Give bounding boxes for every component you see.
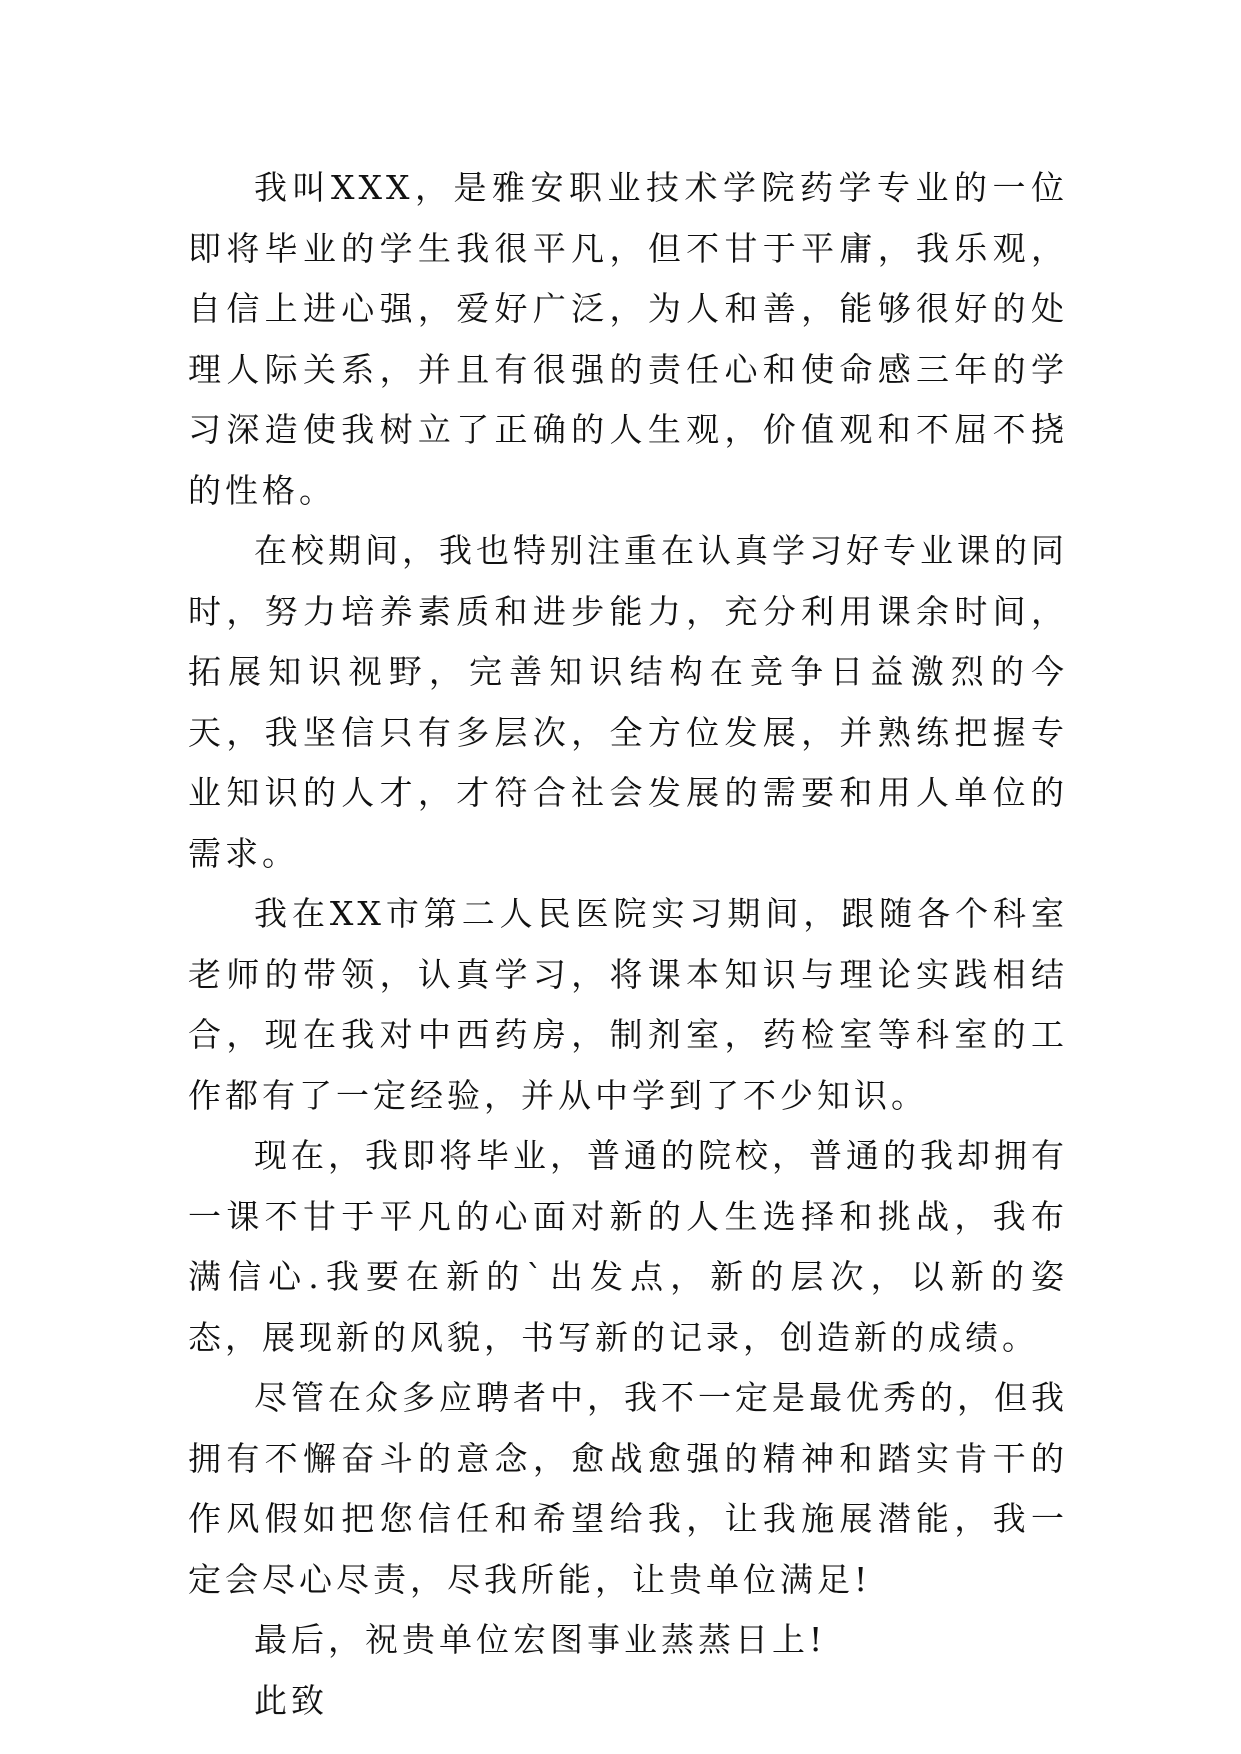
paragraph-introduction: 我叫XXX，是雅安职业技术学院药学专业的一位即将毕业的学生我很平凡，但不甘于平庸，我乐观，自信上进心强，爱好广泛，为人和善，能够很好的处理人际关系，并且有很强的责任心和使命感三年的学习深造使我树立了正确的人生观，价值观和不屈不挠的性格。	[188, 168, 1068, 510]
closing-salutation: 此致	[254, 1680, 328, 1720]
paragraph-school-period: 在校期间，我也特别注重在认真学习好专业课的同时，努力培养素质和进步能力，充分利用课余时间，拓展知识视野，完善知识结构在竞争日益激烈的今天，我坚信只有多层次，全方位发展，并熟练把握专业知识的人才，才符合社会发展的需要和用人单位的需求。	[188, 531, 1068, 873]
closing-wish: 最后，祝贵单位宏图事业蒸蒸日上!	[254, 1620, 827, 1659]
letter-body	[188, 158, 1068, 1731]
paragraph-graduation: 现在，我即将毕业，普通的院校，普通的我却拥有一课不甘于平凡的心面对新的人生选择和挑战，我布满信心.我要在新的`出发点，新的层次，以新的姿态，展现新的风貌，书写新的记录，创造新的成绩。	[188, 1136, 1068, 1357]
paragraph-internship: 我在XX市第二人民医院实习期间，跟随各个科室老师的带领，认真学习，将课本知识与理论实践相结合，现在我对中西药房，制剂室，药检室等科室的工作都有了一定经验，并从中学到了不少知识。	[188, 894, 1068, 1115]
paragraph-commitment: 尽管在众多应聘者中，我不一定是最优秀的，但我拥有不懈奋斗的意念，愈战愈强的精神和踏实肯干的作风假如把您信任和希望给我，让我施展潜能，我一定会尽心尽责，尽我所能，让贵单位满足!	[188, 1378, 1068, 1599]
